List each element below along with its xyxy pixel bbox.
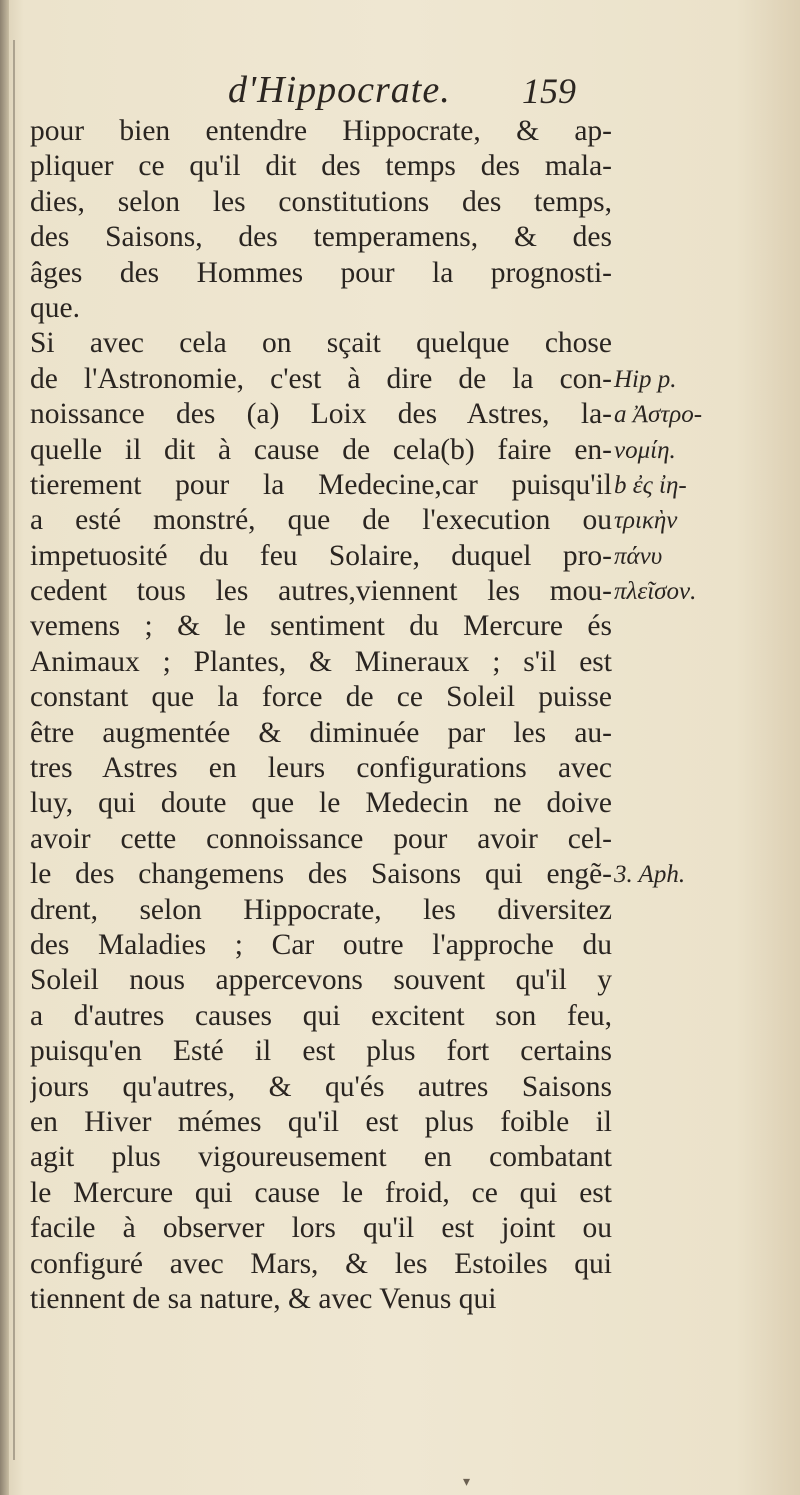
text-line: facile à observer lors qu'il est joint ou: [30, 1212, 612, 1245]
text-line: des Maladies ; Car outre l'approche du: [30, 928, 612, 961]
text-line: impetuosité du feu Solaire, duquel pro-: [30, 539, 612, 572]
bottom-mark: ▾: [463, 1474, 471, 1490]
text-line: le Mercure qui cause le froid, ce qui est: [30, 1176, 612, 1209]
body-text: [30, 114, 612, 1317]
text-line: avoir cette connoissance pour avoir cel-: [30, 822, 612, 855]
text-line: en Hiver mémes qu'il est plus foible il: [30, 1105, 612, 1138]
text-line: Animaux ; Plantes, & Mineraux ; s'il est: [30, 645, 612, 678]
text-line: vemens ; & le sentiment du Mercure és: [30, 610, 612, 643]
margin-note: 3. Aph.: [614, 861, 686, 889]
text-line: tiennent de sa nature, & avec Venus qui: [30, 1282, 497, 1315]
text-line: quelle il dit à cause de cela(b) faire en-: [30, 433, 612, 466]
text-line: constant que la force de ce Soleil puisse: [30, 681, 612, 714]
margin-note: νομίη.: [614, 436, 676, 464]
text-line: âges des Hommes pour la prognosti-: [30, 256, 612, 289]
page-header: [0, 68, 800, 118]
margin-note: Hip p.: [614, 365, 677, 393]
text-line: a d'autres causes qui excitent son feu,: [30, 999, 612, 1032]
margin-note: πλεῖσον.: [614, 578, 697, 606]
text-line: Si avec cela on sçait quelque chose: [30, 327, 612, 360]
text-line: jours qu'autres, & qu'és autres Saisons: [30, 1070, 612, 1103]
text-line: a esté monstré, que de l'execution ou: [30, 504, 612, 537]
text-line: puisqu'en Esté il est plus fort certains: [30, 1035, 612, 1068]
running-title: d'Hippocrate.: [228, 69, 451, 111]
text-line: drent, selon Hippocrate, les diversitez: [30, 893, 612, 926]
text-line: cedent tous les autres,viennent les mou-: [30, 575, 612, 608]
text-line: luy, qui doute que le Medecin ne doive: [30, 787, 612, 820]
page-number: 159: [522, 71, 576, 111]
text-line: dies, selon les constitutions des temps,: [30, 185, 612, 218]
text-line: pliquer ce qu'il dit des temps des mala-: [30, 150, 612, 183]
text-line: tierement pour la Medecine,car puisqu'il: [30, 468, 612, 501]
margin-note: τρικὴν: [614, 507, 678, 535]
text-line: tres Astres en leurs configurations avec: [30, 752, 612, 785]
text-line: agit plus vigoureusement en combatant: [30, 1141, 612, 1174]
binding-line: [13, 40, 15, 1460]
margin-note: a Ἀστρο-: [614, 401, 703, 429]
margin-note: πάνυ: [614, 542, 663, 570]
text-line: que.: [30, 291, 80, 324]
text-line: Soleil nous appercevons souvent qu'il y: [30, 964, 612, 997]
text-line: noissance des (a) Loix des Astres, la-: [30, 398, 612, 431]
text-line: configuré avec Mars, & les Estoiles qui: [30, 1247, 612, 1280]
margin-note: b ἐς ἰη-: [614, 472, 687, 499]
binding-edge: [0, 0, 9, 1495]
text-line: le des changemens des Saisons qui engẽ-: [30, 858, 612, 891]
text-line: pour bien entendre Hippocrate, & ap-: [30, 115, 612, 147]
text-line: être augmentée & diminuée par les au-: [30, 716, 612, 749]
text-line: des Saisons, des temperamens, & des: [30, 221, 612, 254]
text-line: de l'Astronomie, c'est à dire de la con-: [30, 362, 612, 395]
